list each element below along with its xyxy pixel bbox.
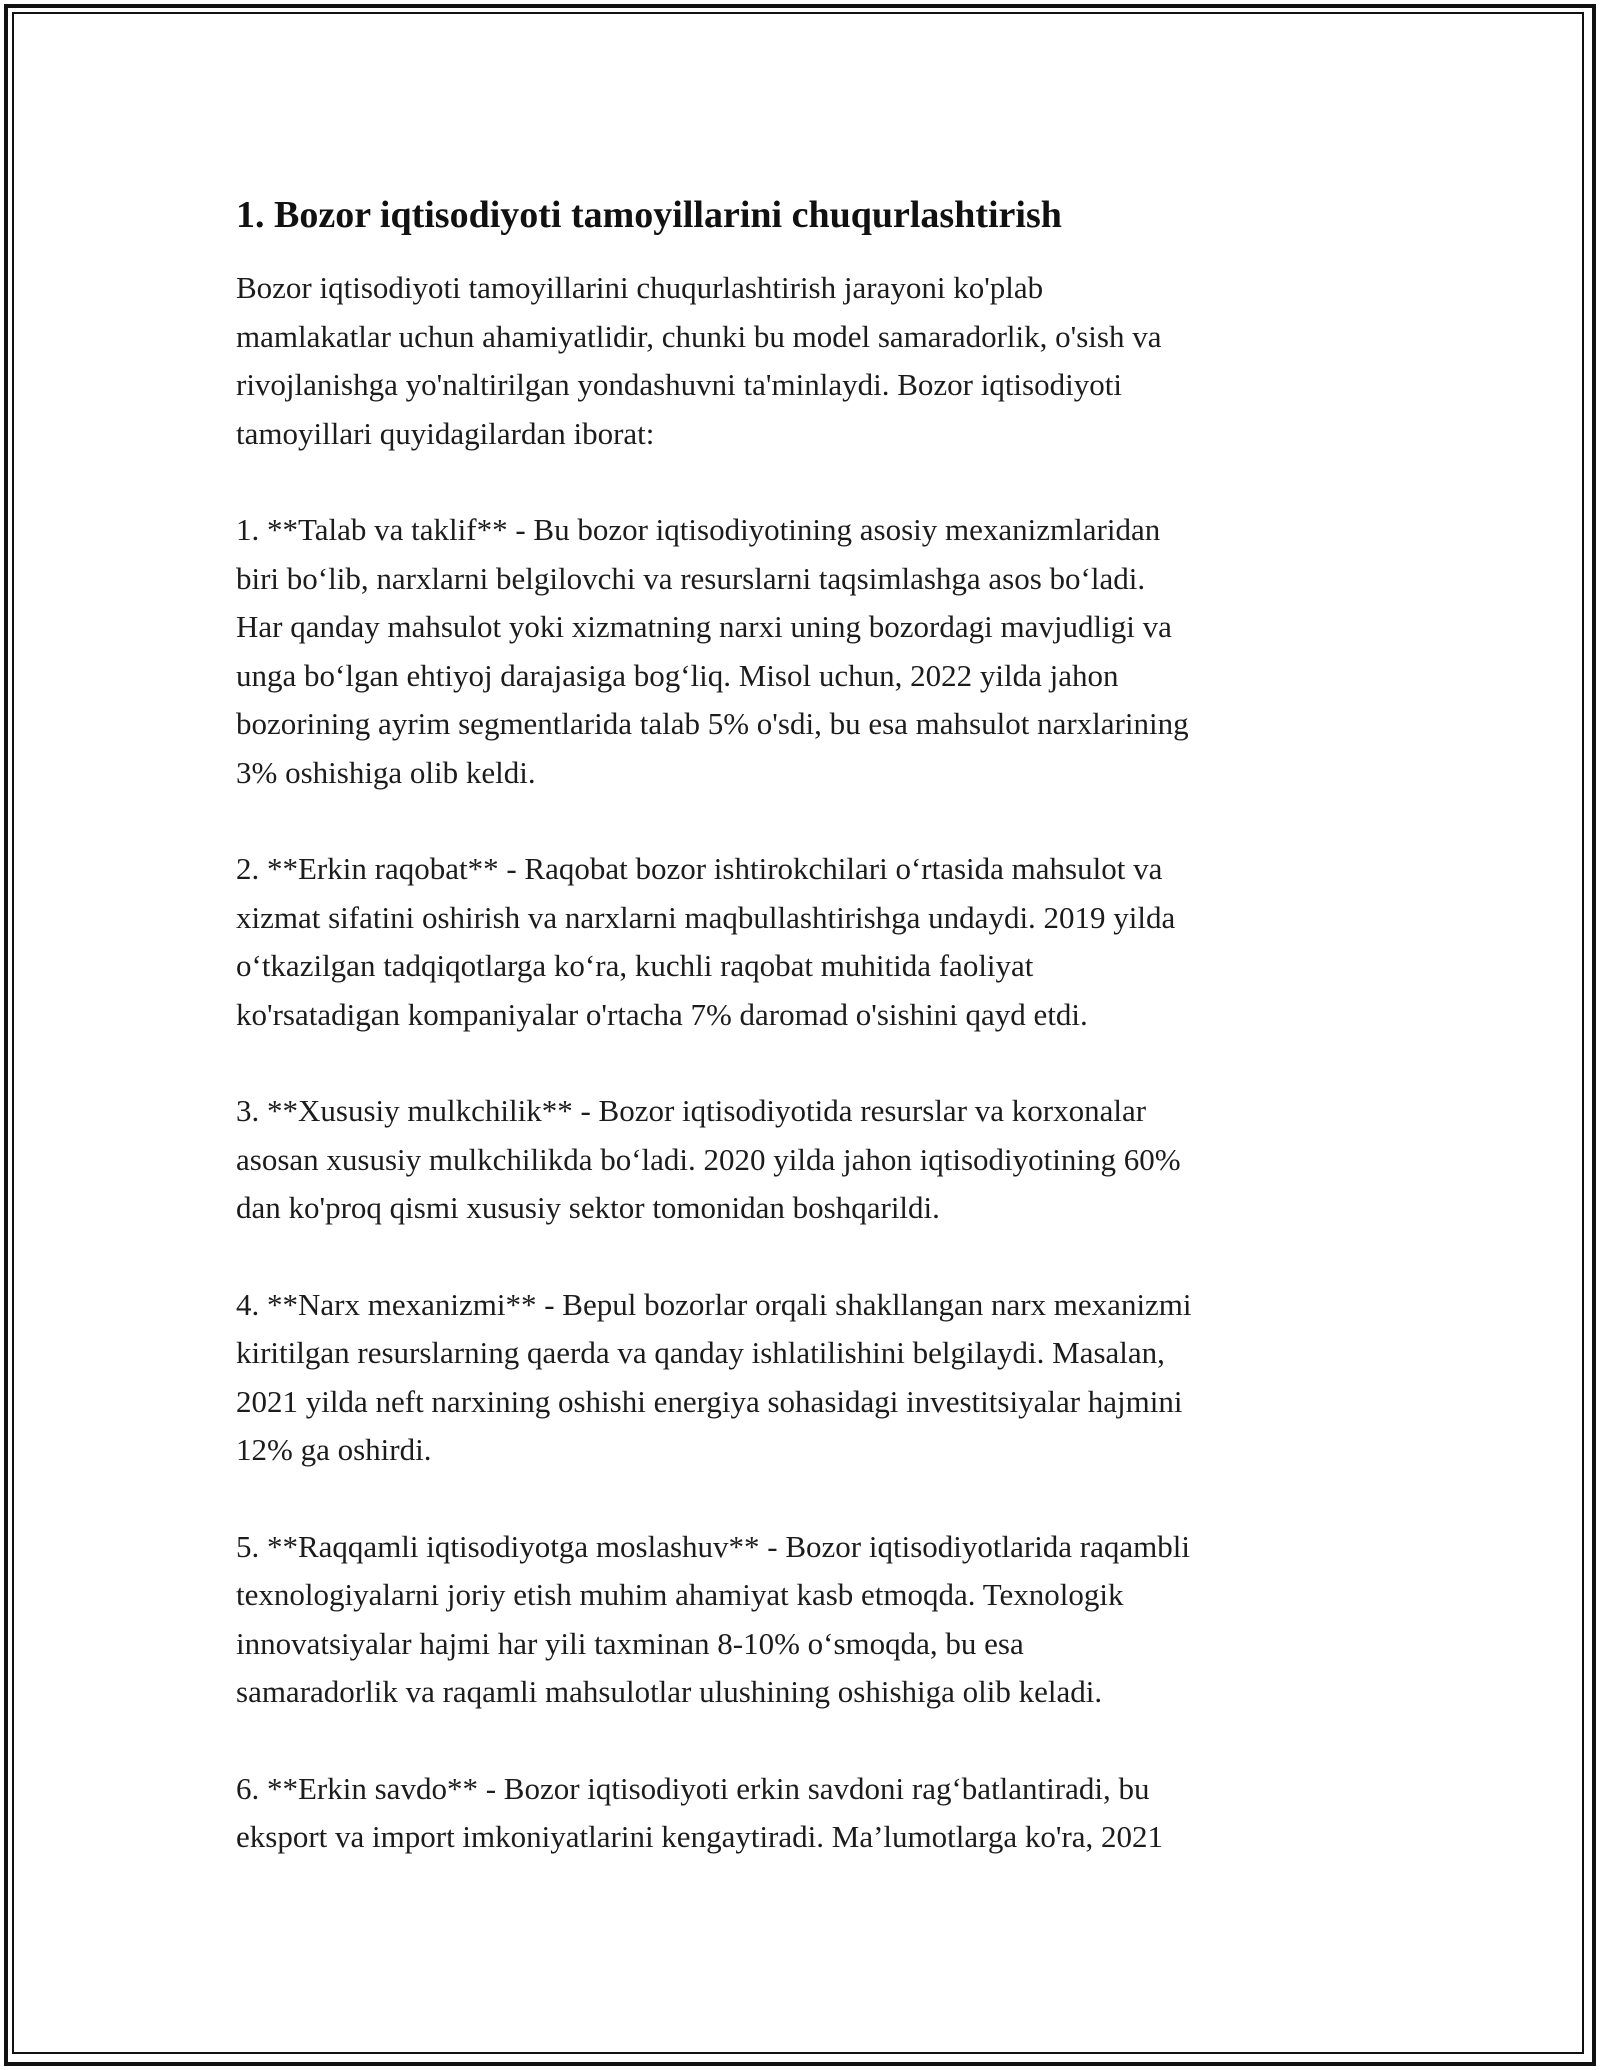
intro-paragraph: Bozor iqtisodiyoti tamoyillarini chuqurlashtirish jarayoni ko'plab mamlakatlar uchun ahamiyatlidir, chunki bu model samaradorlik, o'sish va rivojlanishga yo'naltirilgan yondashuvni ta'minlaydi. Bozor iqtisodiyoti tamoyillari quyidagilardan iborat: (236, 270, 1162, 451)
section-heading: 1. Bozor iqtisodiyoti tamoyillarini chuqurlashtirish (236, 194, 1062, 236)
document-body (236, 190, 1386, 1862)
list-item-raqamli-iqtisodiyot: 5. **Raqqamli iqtisodiyotga moslashuv** - Bozor iqtisodiyotlarida raqambli texnologiyalarni joriy etish muhim ahamiyat kasb etmoqda. Texnologik innovatsiyalar hajmi har yili taxminan 8-10% o‘smoqda, bu esa samaradorlik va raqamli mahsulotlar ulushining oshishiga olib keladi. (236, 1528, 1190, 1709)
list-item-erkin-raqobat: 2. **Erkin raqobat** - Raqobat bozor ishtirokchilari o‘rtasida mahsulot va xizmat sifatini oshirish va narxlarni maqbullashtirishga undaydi. 2019 yilda o‘tkazilgan tadqiqotlarga ko‘ra, kuchli raqobat muhitida faoliyat ko'rsatadigan kompaniyalar o'rtacha 7% daromad o'sishini qayd etdi. (236, 851, 1176, 1032)
list-item-talab-va-taklif: 1. **Talab va taklif** - Bu bozor iqtisodiyotining asosiy mexanizmlaridan biri bo‘lib, narxlarni belgilovchi va resurslarni taqsimlashga asos bo‘ladi. Har qanday mahsulot yoki xizmatning narxi uning bozordagi mavjudligi va unga bo‘lgan ehtiyoj darajasiga bog‘liq. Misol uchun, 2022 yilda jahon bozorining ayrim segmentlarida talab 5% o'sdi, bu esa mahsulot narxlarining 3% oshishiga olib keldi. (236, 512, 1189, 790)
list-item-narx-mexanizmi: 4. **Narx mexanizmi** - Bepul bozorlar orqali shakllangan narx mexanizmi kiritilgan resurslarning qaerda va qanday ishlatilishini belgilaydi. Masalan, 2021 yilda neft narxining oshishi energiya sohasidagi investitsiyalar hajmini 12% ga oshirdi. (236, 1286, 1192, 1467)
list-item-xususiy-mulkchilik: 3. **Xususiy mulkchilik** - Bozor iqtisodiyotida resurslar va korxonalar asosan xususiy mulkchilikda bo‘ladi. 2020 yilda jahon iqtisodiyotining 60% dan ko'proq qismi xususiy sektor tomonidan boshqarildi. (236, 1093, 1181, 1225)
list-item-erkin-savdo: 6. **Erkin savdo** - Bozor iqtisodiyoti erkin savdoni rag‘batlantiradi, bu eksport va import imkoniyatlarini kengaytiradi. Ma’lumotlarga ko'ra, 2021 (236, 1770, 1164, 1854)
